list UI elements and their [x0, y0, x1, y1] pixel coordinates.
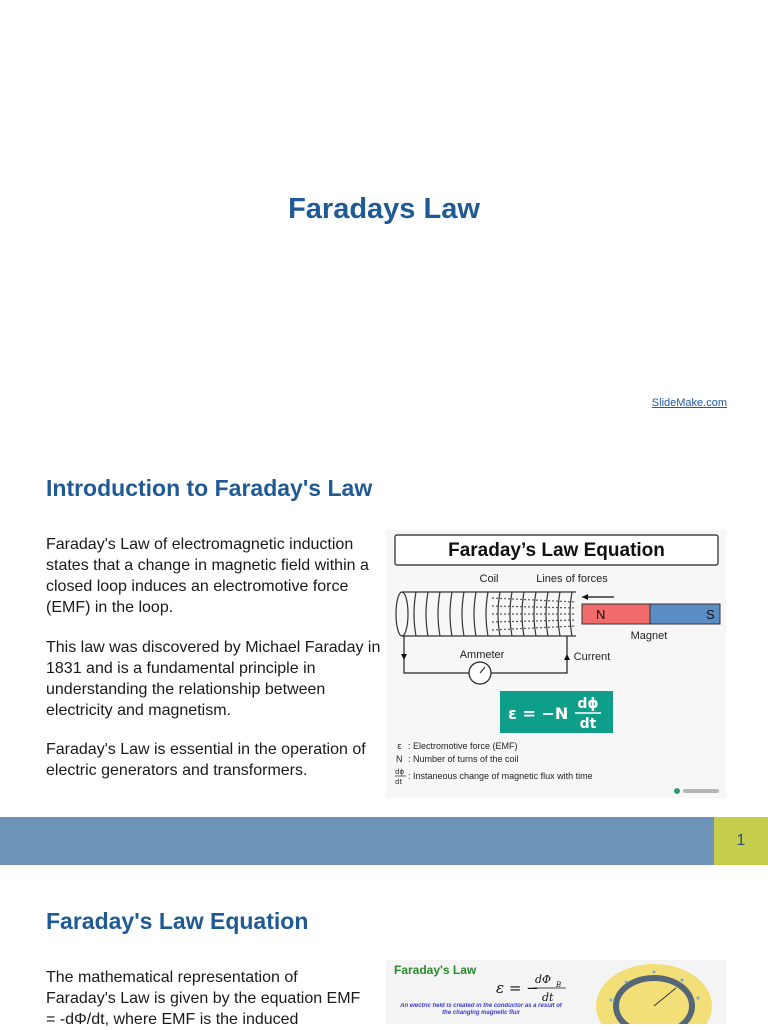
- legend-text-dphi: : Instaneous change of magnetic flux with time: [408, 771, 593, 781]
- equation-lhs: ε = −: [496, 979, 539, 997]
- ammeter-label: Ammeter: [459, 649, 505, 661]
- source-link[interactable]: SlideMake.com: [651, 397, 727, 409]
- lines-of-forces-label: Lines of forces: [536, 573, 608, 585]
- magnet-label: Magnet: [630, 630, 668, 642]
- faraday-equation-figure: [386, 530, 726, 798]
- slide-title: Faradays Law: [288, 193, 480, 225]
- section-heading-intro: Introduction to Faraday's Law: [46, 475, 373, 501]
- legend-text-n: : Number of turns of the coil: [408, 754, 519, 764]
- page-number: 1: [714, 817, 768, 865]
- slide-footer-bar: [0, 817, 714, 865]
- equation-denominator: dt: [579, 716, 597, 732]
- figure-title: Faraday’s Law Equation: [448, 540, 665, 561]
- legend-symbol-emf: ε: [397, 742, 402, 752]
- north-pole-label: N: [596, 607, 606, 622]
- equation-denominator: dt: [542, 991, 554, 1004]
- figure-title: Faraday's Law: [394, 963, 477, 977]
- intro-paragraph-1: Faraday's Law of electromagnetic induction states that a change in magnetic field within a closed loop induces an electromotive force (EMF) in the loop.: [46, 536, 369, 616]
- legend-symbol-n: N: [396, 754, 403, 764]
- magnet-north: [582, 604, 650, 624]
- legend-text-emf: : Electromotive force (EMF): [408, 741, 518, 751]
- south-pole-label: S: [706, 607, 715, 622]
- intro-paragraph-2: This law was discovered by Michael Faraday in 1831 and is a fundamental principle in understanding the relationship between electricity and magnetism.: [46, 639, 381, 719]
- current-label: Current: [573, 651, 611, 663]
- equation-subscript: B: [556, 981, 562, 989]
- faraday-law-figure: [386, 960, 726, 1024]
- equation-numerator: dϕ: [577, 696, 599, 712]
- equation-paragraph: The mathematical representation of Faraday's Law is given by the equation EMF = -dΦ/dt, where EMF is the induced: [46, 969, 361, 1028]
- legend-symbol-dt: dt: [395, 778, 403, 786]
- legend-symbol-dphi: dϕ: [395, 768, 405, 776]
- intro-paragraph-3: Faraday's Law is essential in the operation of electric generators and transformers.: [46, 741, 366, 779]
- section-heading-equation: Faraday's Law Equation: [46, 908, 309, 934]
- coil-label: Coil: [479, 573, 499, 585]
- equation-numerator: dΦ: [535, 973, 552, 986]
- equation-lhs: ε = −N: [508, 704, 569, 723]
- figure-caption: An electric field is created in the conductor as a result of the changing magnetic flux: [400, 1003, 562, 1016]
